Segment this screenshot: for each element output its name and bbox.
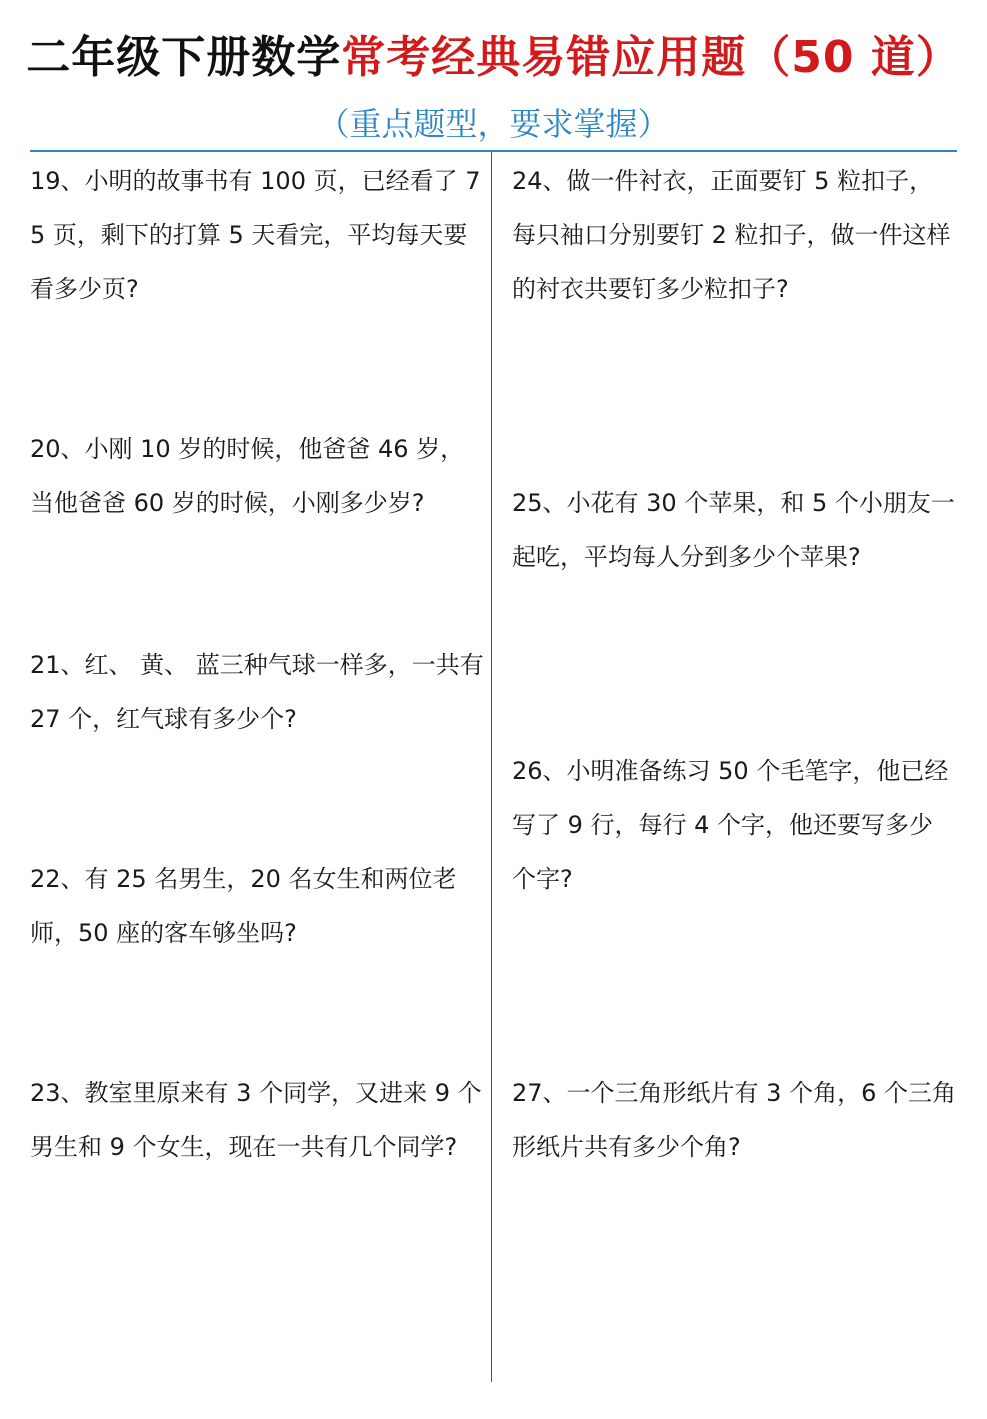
- title-grade-part: 二年级下册数学: [26, 32, 342, 83]
- question-23: 23、教室里原来有 3 个同学，又进来 9 个男生和 9 个女生，现在一共有几个同学?: [30, 1079, 482, 1161]
- header-rule: [30, 150, 957, 152]
- page-subtitle: （重点题型，要求掌握）: [317, 105, 670, 143]
- question-21: 21、红、 黄、 蓝三种气球一样多，一共有 27 个，红气球有多少个?: [30, 651, 484, 733]
- question-26: 26、小明准备练习 50 个毛笔字，他已经写了 9 行，每行 4 个字，他还要写多少个字?: [512, 757, 949, 893]
- question-22: 22、有 25 名男生，20 名女生和两位老师，50 座的客车够坐吗?: [30, 865, 457, 947]
- question-27: 27、一个三角形纸片有 3 个角，6 个三角形纸片共有多少个角?: [512, 1079, 956, 1161]
- question-25: 25、小花有 30 个苹果，和 5 个小朋友一起吃，平均每人分到多少个苹果?: [512, 489, 955, 571]
- question-20: 20、小刚 10 岁的时候，他爸爸 46 岁，当他爸爸 60 岁的时候，小刚多少岁?: [30, 435, 465, 517]
- question-19: 19、小明的故事书有 100 页，已经看了 75 页，剩下的打算 5 天看完，平均每天要看多少页?: [30, 167, 481, 303]
- column-divider: [491, 152, 492, 1382]
- title-topic-part: 常考经典易错应用题（50 道）: [341, 32, 961, 83]
- question-24: 24、做一件衬衣，正面要钉 5 粒扣子，每只袖口分别要钉 2 粒扣子，做一件这样的衬衣共要钉多少粒扣子?: [512, 167, 951, 303]
- page-title: [0, 28, 987, 88]
